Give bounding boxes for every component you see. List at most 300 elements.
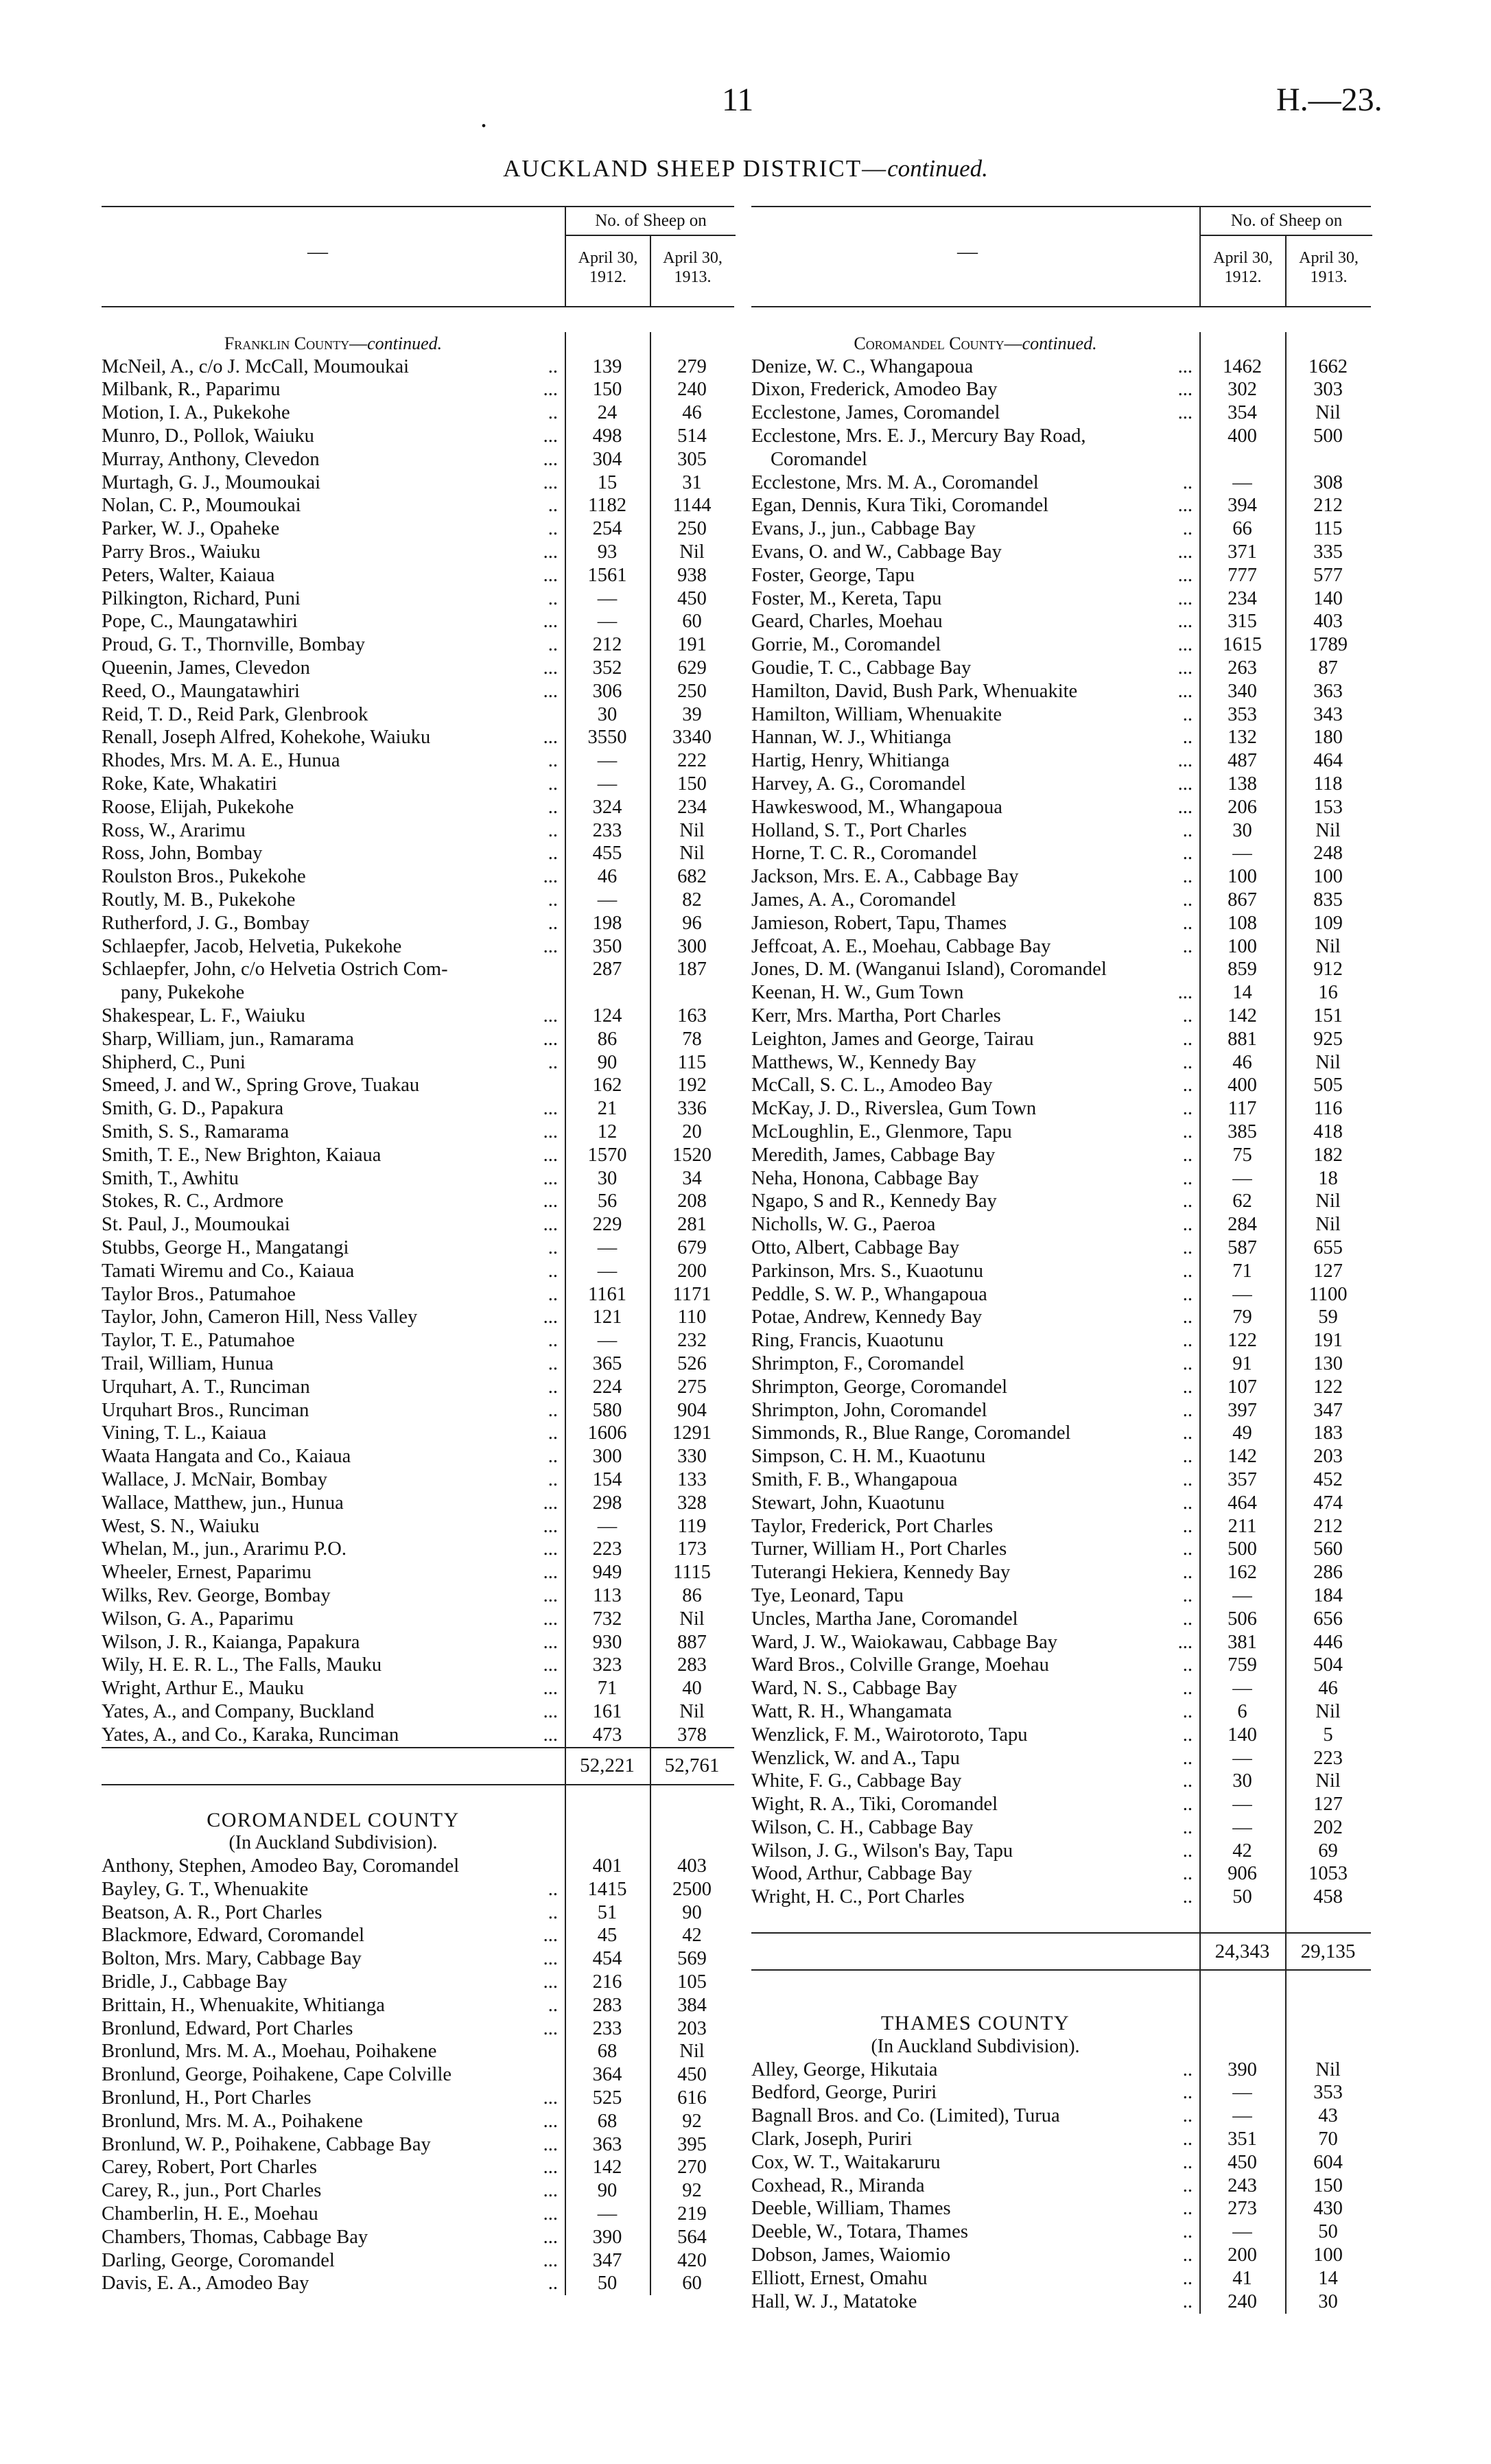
entry-name <box>751 1168 1199 1190</box>
count-1913: 43 <box>1318 2105 1338 2127</box>
leader-dots: ... <box>1177 564 1193 586</box>
entry-name-text: Potae, Andrew, Kennedy Bay <box>751 1306 983 1328</box>
entry-name-text: Smith, T. E., New Brighton, Kaiaua <box>102 1144 381 1166</box>
count-1912: 243 <box>1228 2174 1257 2196</box>
entry-name <box>751 1306 1199 1328</box>
entry-name-text: Bolton, Mrs. Mary, Cabbage Bay <box>102 1948 362 1970</box>
table-row <box>102 1468 734 1492</box>
entry-name <box>751 1121 1199 1143</box>
leader-dots: .. <box>1182 2174 1193 2196</box>
count-1913: 208 <box>677 1190 707 1212</box>
table-row <box>751 1075 1371 1098</box>
entry-name-text: Clark, Joseph, Puriri <box>751 2128 913 2150</box>
count-1912: — <box>1232 1283 1252 1305</box>
entry-name-text: Coromandel <box>771 448 867 470</box>
entry-name <box>102 797 565 819</box>
entry-name-text: Bronlund, Edward, Port Charles <box>102 2017 353 2039</box>
entry-name <box>102 1075 565 1096</box>
entry-name <box>102 1005 565 1027</box>
entry-name-text: Reed, O., Maungatawhiri <box>102 680 300 702</box>
entry-name <box>102 1214 565 1236</box>
leader-dots: .. <box>1182 2221 1193 2243</box>
entry-name-text: Ecclestone, Mrs. M. A., Coromandel <box>751 471 1039 493</box>
table-row <box>751 865 1371 889</box>
leader-dots: .. <box>1182 2290 1193 2312</box>
entry-name <box>751 402 1199 424</box>
table-row <box>102 355 734 379</box>
count-1912: 930 <box>592 1631 622 1653</box>
leader-dots: .. <box>1182 2128 1193 2150</box>
table-row <box>751 564 1371 587</box>
total-row <box>102 1747 734 1785</box>
count-1912: 381 <box>1228 1631 1257 1653</box>
count-1913: 616 <box>677 2087 707 2109</box>
leader-dots: .. <box>1182 1886 1193 1908</box>
table-row <box>102 1492 734 1515</box>
entry-name-text: Tamati Wiremu and Co., Kaiaua <box>102 1260 355 1282</box>
count-1913: 52,761 <box>664 1755 720 1777</box>
count-1913: 16 <box>1318 982 1338 1004</box>
count-1913: 212 <box>1313 1515 1343 1537</box>
leader-dots: ... <box>543 1098 558 1120</box>
entry-name <box>102 1376 565 1398</box>
entry-name <box>751 797 1199 819</box>
entry-name <box>102 727 565 749</box>
leader-dots: ... <box>1177 355 1193 377</box>
county-row <box>751 2012 1371 2035</box>
count-1912: 66 <box>1232 518 1252 540</box>
entry-name <box>102 2018 565 2040</box>
entry-name <box>751 1794 1199 1816</box>
table-row <box>102 1584 734 1608</box>
leader-dots: .. <box>1182 1816 1193 1838</box>
entry-name <box>751 1632 1199 1654</box>
entry-name <box>102 773 565 795</box>
table-row <box>102 2017 734 2041</box>
county-heading-suffix: continued. <box>1022 333 1097 353</box>
entry-name-text: Smith, T., Awhitu <box>102 1167 239 1189</box>
count-1913: 604 <box>1313 2151 1343 2173</box>
table-row <box>751 935 1371 959</box>
count-1913: 60 <box>682 2273 702 2295</box>
count-1912: — <box>597 773 618 795</box>
entry-name <box>102 611 565 633</box>
entry-name-text: Kerr, Mrs. Martha, Port Charles <box>751 1005 1001 1026</box>
entry-name-text: Urquhart, A. T., Runciman <box>102 1376 310 1398</box>
count-1913: 564 <box>677 2226 707 2248</box>
table-row <box>751 1306 1371 1329</box>
entry-name-text: Evans, J., jun., Cabbage Bay <box>751 518 976 540</box>
entry-name-text: Ring, Francis, Kuaotunu <box>751 1330 944 1352</box>
table-row <box>751 981 1371 1005</box>
entry-name-text: Gorrie, M., Coromandel <box>751 634 941 656</box>
count-1913: 330 <box>677 1446 707 1468</box>
entry-name-text: Brittain, H., Whenuakite, Whitianga <box>102 1994 385 2016</box>
entry-name <box>102 379 565 401</box>
leader-dots: ... <box>1177 796 1193 818</box>
entry-name-text: Goudie, T. C., Cabbage Bay <box>751 657 972 679</box>
entry-name-text: Routly, M. B., Pukekohe <box>102 889 296 911</box>
count-1912: — <box>1232 1167 1252 1189</box>
count-1912: — <box>597 587 618 609</box>
leader-dots: ... <box>1177 750 1193 772</box>
leader-dots: .. <box>548 773 558 795</box>
entry-name <box>751 2152 1199 2174</box>
count-1913: 1789 <box>1308 634 1348 656</box>
table-row <box>102 1901 734 1925</box>
entry-name <box>751 1840 1199 1862</box>
entry-name-text: Ross, John, Bombay <box>102 843 263 865</box>
leader-dots: ... <box>543 1971 558 1993</box>
count-1912: 140 <box>1228 1724 1257 1746</box>
entry-name-text: White, F. G., Cabbage Bay <box>751 1770 962 1792</box>
sheep-count-group-header: No. of Sheep on <box>1199 207 1372 236</box>
count-1912: — <box>1232 2082 1252 2104</box>
count-1912: 354 <box>1228 402 1257 424</box>
count-1913: 115 <box>1313 518 1343 540</box>
table-row <box>102 865 734 889</box>
table-row <box>751 773 1371 796</box>
count-1913: 347 <box>1313 1399 1343 1421</box>
count-1913: Nil <box>679 1608 705 1630</box>
count-1912: 324 <box>592 796 622 818</box>
table-row <box>102 749 734 773</box>
count-1912: 400 <box>1228 425 1257 447</box>
col-1912-header: April 30, 1912. <box>1199 236 1285 306</box>
entry-name <box>102 1516 565 1538</box>
leader-dots: ... <box>543 1724 558 1746</box>
count-1912: 154 <box>592 1468 622 1490</box>
entry-name-text: Stubbs, George H., Mangatangi <box>102 1236 349 1258</box>
count-1913: 1662 <box>1308 355 1348 377</box>
entry-name-text: Wright, H. C., Port Charles <box>751 1886 965 1908</box>
count-1912: 298 <box>592 1492 622 1514</box>
count-1913: 569 <box>677 1948 707 1970</box>
count-1913: 887 <box>677 1631 707 1653</box>
count-1913: 500 <box>1313 425 1343 447</box>
entry-name <box>102 982 565 1004</box>
count-1913: 42 <box>682 1925 702 1947</box>
count-1912: 881 <box>1228 1028 1257 1050</box>
count-1913: 656 <box>1313 1608 1343 1630</box>
count-1912: 859 <box>1228 959 1257 981</box>
count-1913: 122 <box>1313 1376 1343 1398</box>
table-row <box>102 517 734 541</box>
count-1912: — <box>597 889 618 911</box>
count-1912: 14 <box>1232 982 1252 1004</box>
entry-name <box>102 356 565 378</box>
entry-name <box>102 1995 565 2017</box>
leader-dots: .. <box>548 1260 558 1282</box>
count-1912: 46 <box>597 866 618 888</box>
count-1913: 1100 <box>1308 1283 1348 1305</box>
count-1913: 219 <box>677 2203 707 2225</box>
table-row <box>102 1538 734 1561</box>
entry-name-text: Jackson, Mrs. E. A., Cabbage Bay <box>751 866 1019 888</box>
table-row <box>102 564 734 587</box>
leader-dots: .. <box>548 2273 558 2295</box>
entry-name-text: (In Auckland Subdivision). <box>228 1832 438 1854</box>
count-1913: 96 <box>682 912 702 934</box>
entry-name <box>102 425 565 447</box>
entry-name-text: Neha, Honona, Cabbage Bay <box>751 1167 979 1189</box>
entry-name <box>751 472 1199 494</box>
table-row <box>102 2110 734 2133</box>
table-row <box>751 1445 1371 1468</box>
table-row <box>102 796 734 819</box>
table-row <box>102 1028 734 1051</box>
county-heading: Franklin County— <box>224 333 368 353</box>
entry-name-text: Vining, T. L., Kaiaua <box>102 1422 267 1444</box>
entry-name <box>751 1516 1199 1538</box>
count-1913: Nil <box>1315 1770 1341 1792</box>
count-1913: 1144 <box>672 495 712 517</box>
right-table-body <box>751 332 1371 2314</box>
count-1913: 191 <box>677 634 707 656</box>
entry-name <box>751 1538 1199 1560</box>
count-1913: 105 <box>677 1971 707 1993</box>
count-1912: — <box>1232 1678 1252 1700</box>
count-1913: 655 <box>1313 1236 1343 1258</box>
entry-name <box>751 495 1199 517</box>
entry-name-text: Ecclestone, Mrs. E. J., Mercury Bay Road, <box>751 425 1086 447</box>
table-row <box>102 448 734 471</box>
entry-name-text: Tuterangi Hekiera, Kennedy Bay <box>751 1562 1011 1584</box>
count-1912: 24 <box>597 402 618 424</box>
entry-name-text: Munro, D., Pollok, Waiuku <box>102 425 314 447</box>
table-row <box>102 1925 734 1948</box>
table-row <box>102 1855 734 1878</box>
leader-dots: .. <box>548 634 558 656</box>
count-1912: 1462 <box>1223 355 1262 377</box>
entry-name <box>102 843 565 865</box>
table-row <box>751 2290 1371 2314</box>
leader-dots: ... <box>543 1562 558 1584</box>
entry-name-text: Denize, W. C., Whangapoua <box>751 355 974 377</box>
table-row <box>102 2041 734 2064</box>
count-1912: 132 <box>1228 727 1257 749</box>
count-1912: 91 <box>1232 1352 1252 1374</box>
leader-dots: ... <box>1177 402 1193 424</box>
entry-name-text: Smith, F. B., Whangapoua <box>751 1468 958 1490</box>
count-1913: 430 <box>1313 2198 1343 2220</box>
entry-name <box>102 1446 565 1468</box>
entry-name-text: Taylor Bros., Patumahoe <box>102 1283 296 1305</box>
count-1913: 109 <box>1313 912 1343 934</box>
count-1912: 121 <box>592 1306 622 1328</box>
entry-name-text: Wilson, C. H., Cabbage Bay <box>751 1816 974 1838</box>
leader-dots: ... <box>543 1584 558 1606</box>
right-column <box>751 206 1371 2314</box>
entry-name <box>751 1029 1199 1051</box>
leader-dots: .. <box>1182 1399 1193 1421</box>
entry-name <box>751 2036 1199 2058</box>
count-1912: 71 <box>1232 1260 1252 1282</box>
entry-name <box>751 1284 1199 1306</box>
count-1912: 124 <box>592 1005 622 1026</box>
leader-dots: .. <box>1182 1144 1193 1166</box>
entry-name <box>102 518 565 540</box>
count-1913: 286 <box>1313 1562 1343 1584</box>
table-row <box>751 1120 1371 1144</box>
count-1913: 187 <box>677 959 707 981</box>
count-1912: 68 <box>597 2041 618 2063</box>
leader-dots: .. <box>548 495 558 517</box>
entry-name <box>102 1422 565 1444</box>
entry-name <box>751 1748 1199 1770</box>
count-1913: Nil <box>1315 1700 1341 1722</box>
count-1912: 122 <box>1228 1330 1257 1352</box>
entry-name-text: Hawkeswood, M., Whangapoua <box>751 796 1002 818</box>
count-1913: 328 <box>677 1492 707 1514</box>
table-row <box>751 843 1371 866</box>
count-1913: Nil <box>679 2041 705 2063</box>
count-1913: 202 <box>1313 1816 1343 1838</box>
count-1913: 1520 <box>672 1144 712 1166</box>
leader-dots: ... <box>1177 541 1193 563</box>
leader-dots: .. <box>1182 1584 1193 1606</box>
leader-dots: .. <box>1182 1330 1193 1352</box>
county-heading: Coromandel County— <box>854 333 1022 353</box>
leader-dots: ... <box>543 1120 558 1142</box>
entry-name <box>751 1237 1199 1259</box>
count-1912: 732 <box>592 1608 622 1630</box>
leader-dots: ... <box>543 379 558 401</box>
count-1912: 1615 <box>1223 634 1262 656</box>
entry-name-text: Parkinson, Mrs. S., Kuaotunu <box>751 1260 984 1282</box>
leader-dots: .. <box>1182 1863 1193 1885</box>
count-1913: Nil <box>1315 1190 1341 1212</box>
table-row <box>102 1971 734 1994</box>
entry-name-text: Stewart, John, Kuaotunu <box>751 1492 945 1514</box>
table-row <box>102 611 734 634</box>
entry-name-text: Bedford, George, Puriri <box>751 2082 937 2104</box>
count-1912: 1415 <box>587 1878 627 1900</box>
entry-name <box>102 1608 565 1630</box>
entry-name <box>751 2059 1199 2081</box>
page-header <box>0 81 1491 136</box>
entry-name-text: Pilkington, Richard, Puni <box>102 587 301 609</box>
leader-dots: .. <box>1182 1214 1193 1236</box>
leader-dots: ... <box>543 471 558 493</box>
entry-name <box>751 1585 1199 1607</box>
entry-name-text: Carey, R., jun., Port Charles <box>102 2180 322 2202</box>
subhead-row <box>751 2035 1371 2058</box>
count-1912: 139 <box>592 355 622 377</box>
leader-dots: ... <box>543 1654 558 1676</box>
table-row <box>751 2151 1371 2174</box>
entry-name-text: Motion, I. A., Pukekohe <box>102 402 290 424</box>
count-1913: 335 <box>1313 541 1343 563</box>
count-1912: 390 <box>1228 2058 1257 2080</box>
entry-name <box>102 2111 565 2133</box>
entry-name-text: Holland, S. T., Port Charles <box>751 819 967 841</box>
col-1912-header: April 30, 1912. <box>565 236 650 306</box>
table-row <box>751 889 1371 912</box>
count-1912: 300 <box>592 1446 622 1468</box>
entry-name <box>751 611 1199 633</box>
entry-name-text: Otto, Albert, Cabbage Bay <box>751 1236 960 1258</box>
count-1912: 50 <box>1232 1886 1252 1908</box>
entry-name-text: Wilson, G. A., Paparimu <box>102 1608 294 1630</box>
heading-row <box>102 332 734 355</box>
leader-dots: .. <box>1182 1468 1193 1490</box>
table-row <box>102 1561 734 1584</box>
table-row <box>751 727 1371 750</box>
entry-name <box>751 889 1199 911</box>
leader-dots: .. <box>1182 703 1193 725</box>
table-row <box>102 1515 734 1538</box>
entry-name-text: Anthony, Stephen, Amodeo Bay, Coromandel <box>102 1855 460 1877</box>
count-1913: 92 <box>682 2110 702 2132</box>
count-1912: — <box>597 1515 618 1537</box>
count-1913: 283 <box>677 1654 707 1676</box>
table-row <box>751 1399 1371 1422</box>
count-1912: 50 <box>597 2273 618 2295</box>
count-1913: 118 <box>1313 773 1343 795</box>
table-row <box>751 1051 1371 1075</box>
count-1912: 302 <box>1228 379 1257 401</box>
leader-dots: ... <box>543 2017 558 2039</box>
leader-dots: ... <box>543 541 558 563</box>
table-row <box>751 379 1371 402</box>
entry-name <box>102 1400 565 1422</box>
table-row <box>751 819 1371 843</box>
entry-name-text: Wallace, Matthew, jun., Hunua <box>102 1492 344 1514</box>
entry-name-text: Rutherford, J. G., Bombay <box>102 912 310 934</box>
table-row <box>751 1028 1371 1051</box>
count-1912: 142 <box>592 2157 622 2179</box>
entry-name-text: Bronlund, George, Poihakene, Cape Colville <box>102 2064 452 2086</box>
leader-dots: .. <box>1182 1098 1193 1120</box>
leader-dots: ... <box>543 448 558 470</box>
entry-name <box>751 1330 1199 1352</box>
entry-name <box>751 657 1199 679</box>
cont-row <box>102 981 734 1005</box>
count-1913: 938 <box>677 564 707 586</box>
count-1912: 161 <box>592 1700 622 1722</box>
entry-name <box>102 541 565 563</box>
table-row <box>102 495 734 518</box>
entry-name-text: Wood, Arthur, Cabbage Bay <box>751 1863 972 1885</box>
left-column <box>102 206 734 2295</box>
table-row <box>751 2220 1371 2244</box>
count-1912: 162 <box>1228 1562 1257 1584</box>
entry-name-text: Shrimpton, John, Coromandel <box>751 1399 987 1421</box>
entry-name <box>102 2273 565 2295</box>
entry-name <box>751 1817 1199 1839</box>
table-row <box>102 401 734 425</box>
table-row <box>751 1584 1371 1608</box>
leader-dots: .. <box>1182 912 1193 934</box>
count-1913: 232 <box>677 1330 707 1352</box>
entry-name <box>751 2221 1199 2243</box>
entry-name-text: Carey, Robert, Port Charles <box>102 2157 317 2179</box>
leader-dots: ... <box>543 425 558 447</box>
count-1912: 283 <box>592 1994 622 2016</box>
table-row <box>751 1144 1371 1167</box>
entry-name <box>102 2157 565 2179</box>
entry-name <box>751 959 1199 981</box>
table-row <box>751 1492 1371 1515</box>
entry-name-text: Uncles, Martha Jane, Coromandel <box>751 1608 1018 1630</box>
leader-dots: ... <box>543 1925 558 1947</box>
table-row <box>102 2273 734 2296</box>
count-1912: 30 <box>597 1167 618 1189</box>
count-1913: 183 <box>1313 1422 1343 1444</box>
entry-name-text: Wilson, J. G., Wilson's Bay, Tapu <box>751 1840 1013 1862</box>
count-1913: 504 <box>1313 1654 1343 1676</box>
